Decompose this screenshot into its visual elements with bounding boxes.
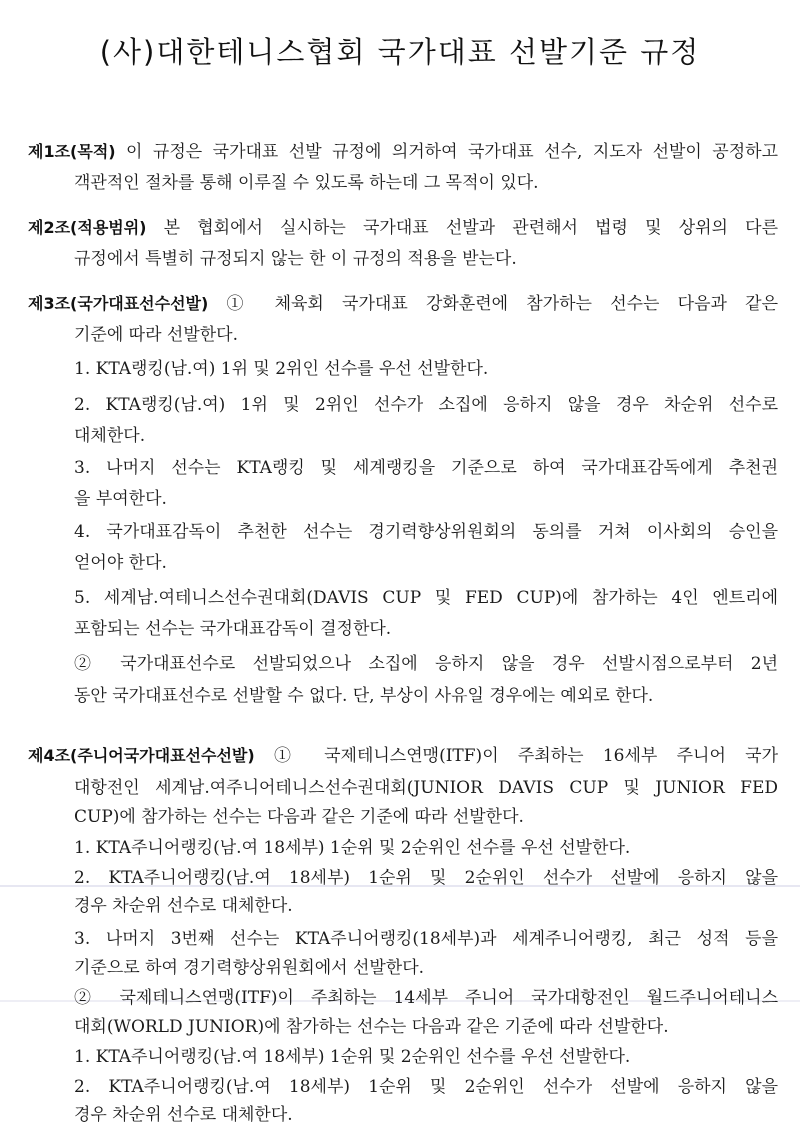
article-3-item-4-line-2: 얻어야 한다. bbox=[74, 553, 167, 573]
article-3-line-2: 기준에 따라 선발한다. bbox=[74, 325, 239, 345]
article-heading: 제4조(주니어국가대표선수선발) bbox=[28, 746, 255, 765]
article-heading: 제2조(적용범위) bbox=[28, 218, 147, 237]
article-4-para-2-line-1: ② 국제테니스연맹(ITF)이 주최하는 14세부 주니어 국가대항전인 월드주니어테니스 bbox=[74, 988, 778, 1008]
article-4-item-2-line-1: 2. KTA주니어랭킹(남.여 18세부) 1순위 및 2순위인 선수가 선발에 응하지 않을 bbox=[74, 868, 778, 888]
article-4-line-1 bbox=[28, 745, 778, 767]
article-4-item-2-line-2: 경우 차순위 선수로 대체한다. bbox=[74, 896, 293, 916]
article-3-para-2-line-1: ② 국가대표선수로 선발되었으나 소집에 응하지 않을 경우 선발시점으로부터 2년 bbox=[74, 654, 778, 674]
article-3-line-1 bbox=[28, 293, 778, 315]
article-3-item-5-line-1: 5. 세계남.여테니스선수권대회(DAVIS CUP 및 FED CUP)에 참가하는 4인 엔트리에 bbox=[74, 588, 778, 608]
article-heading: 제3조(국가대표선수선발) bbox=[28, 294, 209, 313]
article-3-item-5-line-2: 포함되는 선수는 국가대표감독이 결정한다. bbox=[74, 619, 392, 639]
article-4-para-2-line-2: 대회(WORLD JUNIOR)에 참가하는 선수는 다음과 같은 기준에 따라 선발한다. bbox=[74, 1017, 669, 1037]
article-2-line-2: 규정에서 특별히 규정되지 않는 한 이 규정의 적용을 받는다. bbox=[74, 249, 517, 269]
article-text: ① 국제테니스연맹(ITF)이 주최하는 16세부 주니어 국가 bbox=[254, 746, 778, 766]
article-4-para-2-item-2-line-1: 2. KTA주니어랭킹(남.여 18세부) 1순위 및 2순위인 선수가 선발에 응하지 않을 bbox=[74, 1077, 778, 1097]
article-2-line-1 bbox=[28, 217, 778, 239]
article-3-para-2-line-2: 동안 국가대표선수로 선발할 수 없다. 단, 부상이 사유일 경우에는 예외로 한다. bbox=[74, 686, 654, 706]
article-3-item-3-line-2: 을 부여한다. bbox=[74, 489, 167, 509]
article-4-item-1: 1. KTA주니어랭킹(남.여 18세부) 1순위 및 2순위인 선수를 우선 선발한다. bbox=[74, 838, 631, 858]
article-4-para-2-item-1: 1. KTA주니어랭킹(남.여 18세부) 1순위 및 2순위인 선수를 우선 선발한다. bbox=[74, 1047, 631, 1067]
article-3-item-2-line-2: 대체한다. bbox=[74, 426, 146, 446]
document-title: (사)대한테니스협회 국가대표 선발기준 규정 bbox=[99, 35, 701, 69]
article-3-item-4-line-1: 4. 국가대표감독이 추천한 선수는 경기력향상위원회의 동의를 거쳐 이사회의 승인을 bbox=[74, 522, 778, 542]
article-heading: 제1조(목적) bbox=[28, 142, 116, 161]
article-3-item-3-line-1: 3. 나머지 선수는 KTA랭킹 및 세계랭킹을 기준으로 하여 국가대표감독에게 추천권 bbox=[74, 458, 778, 478]
article-text: 본 협회에서 실시하는 국가대표 선발과 관련해서 법령 및 상위의 다른 bbox=[146, 218, 778, 238]
article-text: ① 체육회 국가대표 강화훈련에 참가하는 선수는 다음과 같은 bbox=[208, 294, 778, 314]
article-4-line-3: CUP)에 참가하는 선수는 다음과 같은 기준에 따라 선발한다. bbox=[74, 807, 524, 827]
article-1-line-2: 객관적인 절차를 통해 이루질 수 있도록 하는데 그 목적이 있다. bbox=[74, 173, 539, 193]
article-4-item-3-line-1: 3. 나머지 3번째 선수는 KTA주니어랭킹(18세부)과 세계주니어랭킹, 최근 성적 등을 bbox=[74, 929, 778, 949]
article-4-item-3-line-2: 기준으로 하여 경기력향상위원회에서 선발한다. bbox=[74, 958, 425, 978]
article-text: 이 규정은 국가대표 선발 규정에 의거하여 국가대표 선수, 지도자 선발이 공정하고 bbox=[115, 142, 778, 162]
article-3-item-1: 1. KTA랭킹(남.여) 1위 및 2위인 선수를 우선 선발한다. bbox=[74, 359, 489, 379]
article-4-line-2: 대항전인 세계남.여주니어테니스선수권대회(JUNIOR DAVIS CUP 및 JUNIOR FED bbox=[74, 778, 778, 798]
article-4-para-2-item-2-line-2: 경우 차순위 선수로 대체한다. bbox=[74, 1105, 293, 1125]
article-1-line-1 bbox=[28, 141, 778, 163]
article-3-item-2-line-1: 2. KTA랭킹(남.여) 1위 및 2위인 선수가 소집에 응하지 않을 경우 차순위 선수로 bbox=[74, 395, 778, 415]
